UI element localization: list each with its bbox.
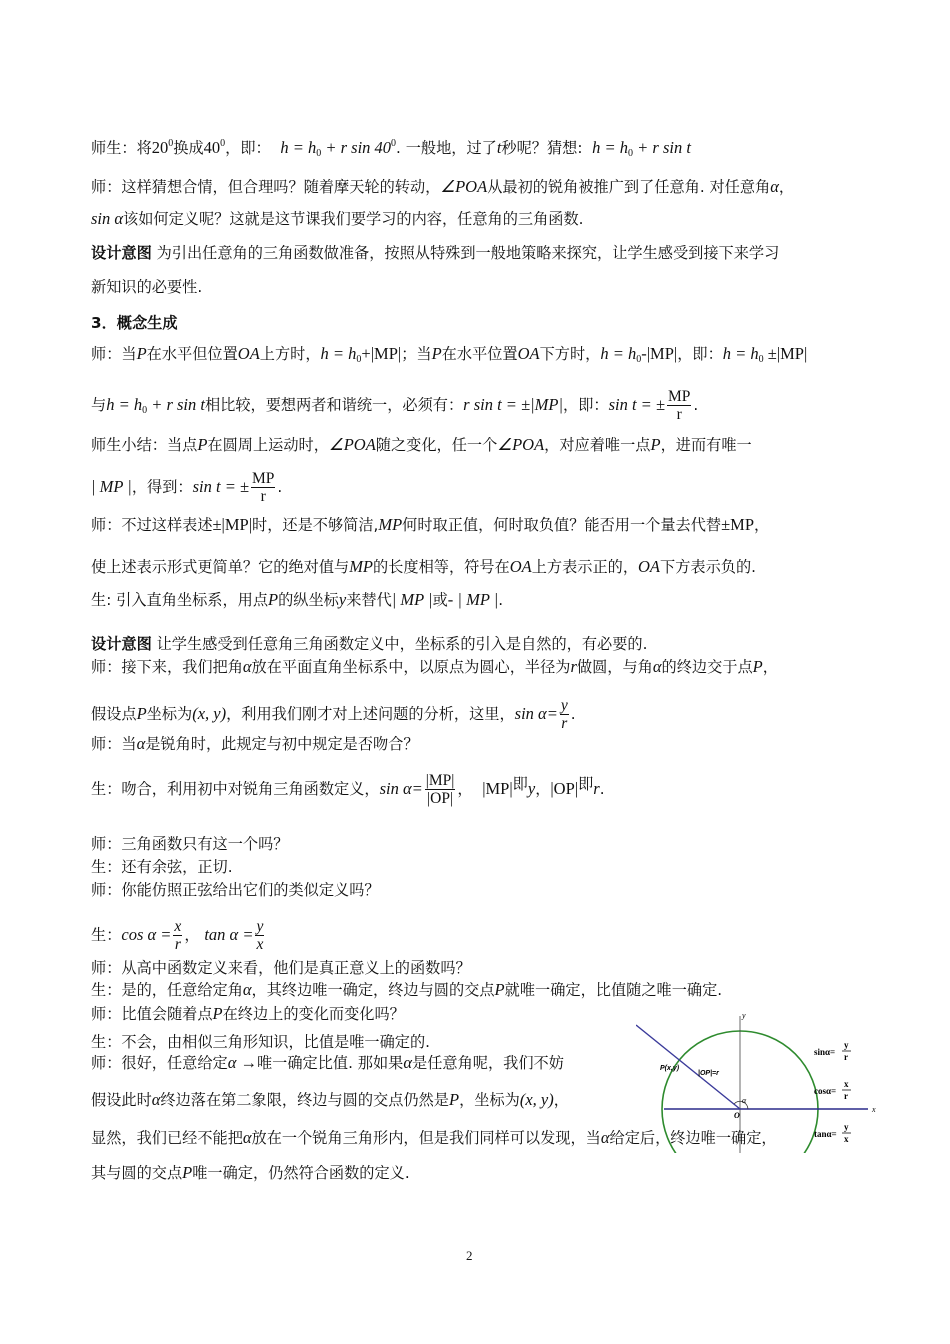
point-label: P(x,y) [660,1065,680,1072]
design-intent-2: 设计意图 让学生感受到任意角三角函数定义中，坐标系的引入是自然的，有必要的. [91,635,648,653]
tan-label: tanα= [814,1129,837,1139]
terminal-side [636,1025,740,1109]
x-axis-label: x [872,1105,876,1114]
fraction-mp-over-r: $\frac{MP}{r}$ [668,388,691,423]
line-15: 师：接下来，我们把角α放在平面直角坐标系中，以原点为圆心，半径为r做圆，与角α的终边交于点P， [91,657,778,676]
line-20: 生：还有余弦，正切. [91,858,233,876]
origin-label: O [734,1111,740,1120]
line-7: 师：当P在水平但位置OA上方时，$h = h_0+|MP|$；当P在水平位置OA下方时，$h = h_0-|MP|$，即：$h = h_0 \pm|MP|$ [91,344,808,365]
line-3: sin α该如何定义呢？这就是这节课我们要学习的内容，任意角的三角函数. [91,209,584,228]
line-19: 师：三角函数只有这一个吗？ [91,835,289,853]
section-heading: 3．概念生成 [91,314,178,332]
line-9: 师生小结：当点P在圆周上运动时，∠POA随之变化，任一个∠POA，对应着唯一点P，进而有唯一 [91,435,752,454]
line-17: 师：当α是锐角时，此规定与初中规定是否吻合？ [91,734,419,753]
line-2: 师：这样猜想合情，但合理吗？随着摩天轮的转动，∠POA从最初的锐角被推广到了任意角. 对任意角α， [91,177,795,196]
tan-num: y [844,1122,849,1132]
line-28: 假设此时α终边落在第二象限，终边与圆的交点仍然是P，坐标为(x, y)， [91,1090,569,1109]
fraction-x-over-r: $\frac{x}{r}$ [174,918,182,953]
line-5: 新知识的必要性. [91,278,203,296]
line-21: 师：你能仿照正弦给出它们的类似定义吗？ [91,881,380,899]
line-26: 生：不会，由相似三角形知识，比值是唯一确定的. [91,1033,430,1051]
line-25: 师：比值会随着点P在终边上的变化而变化吗？ [91,1004,405,1023]
page-number: 2 [466,1248,473,1263]
tan-den: x [844,1134,849,1144]
cos-num: x [844,1079,849,1089]
line-1: 师生：将$20^0$换成$40^0$，即： $h = h_0 + r$ $\sin 40^0$. 一般地，过了t秒呢？猜想: $h = h_0 + r$ sin t [91,138,691,159]
sin-num: y [844,1040,849,1050]
line-24: 生：是的，任意给定角α，其终边唯一确定，终边与圆的交点P就唯一确定，比值随之唯一确定. [91,980,723,999]
line-10: | MP |，得到：sin t = ± $\frac{MP}{r}$ . [91,470,283,505]
angle-label: α [742,1096,747,1105]
line-13: 生: 引入直角坐标系，用点P的纵坐标y来替代| MP |或- | MP |. [91,590,504,609]
unit-circle-figure [636,1008,880,1153]
line-23: 师：从高中函数定义来看，他们是真正意义上的函数吗？ [91,959,471,977]
line-22: 生：cos α = $\frac{x}{r}$ ， tan α = $\frac{y}{x}$ [91,918,264,953]
fraction-y-over-r: $\frac{y}{r}$ [560,697,568,732]
fraction-mp-over-op: $\frac{|MP|}{|OP|}$ [425,772,455,807]
sin-label: sinα= [814,1047,836,1057]
line-11: 师：不过这样表述±|MP|时，还是不够简洁,MP何时取正值，何时取负值？能否用一个量去代替±MP， [91,515,770,534]
line-27: 师：很好，任意给定α →唯一确定比值. 那如果α是任意角呢，我们不妨 [91,1053,564,1072]
line-29: 显然，我们已经不能把α放在一个锐角三角形内，但是我们同样可以发现，当α给定后，终边唯一确定， [91,1128,777,1147]
cos-label: cosα= [814,1086,837,1096]
y-axis-label: y [742,1011,746,1020]
line-16: 假设点P坐标为(x, y)，利用我们刚才对上述问题的分析，这里，sin α= $\frac{y}{r}$ . [91,697,576,732]
sin-den: r [844,1052,848,1062]
radius-label: |OP|=r [698,1070,719,1077]
line-18: 生：吻合，利用初中对锐角三角函数定义，sin α= $\frac{|MP|}{|OP|}$ ， |MP|即y，|OP|即r. [91,772,605,807]
line-8: 与$h = h_0 + r$ sin t相比较，要想两者和谐统一，必须有：r sin t = ±|MP|，即：sin t = ± $\frac{MP}{r}$ . [91,388,699,423]
line-30: 其与圆的交点P唯一确定，仍然符合函数的定义. [91,1163,410,1182]
cos-den: r [844,1091,848,1101]
line-12: 使上述表示形式更简单？它的绝对值与MP的长度相等，符号在OA上方表示正的，OA下方表示负的. [91,557,756,576]
fraction-mp-over-r-2: $\frac{MP}{r}$ [252,470,275,505]
fraction-y-over-x: $\frac{y}{x}$ [256,918,264,953]
design-intent-1: 设计意图 为引出任意角的三角函数做准备，按照从特殊到一般地策略来探究，让学生感受到接下来学习 [91,244,780,262]
